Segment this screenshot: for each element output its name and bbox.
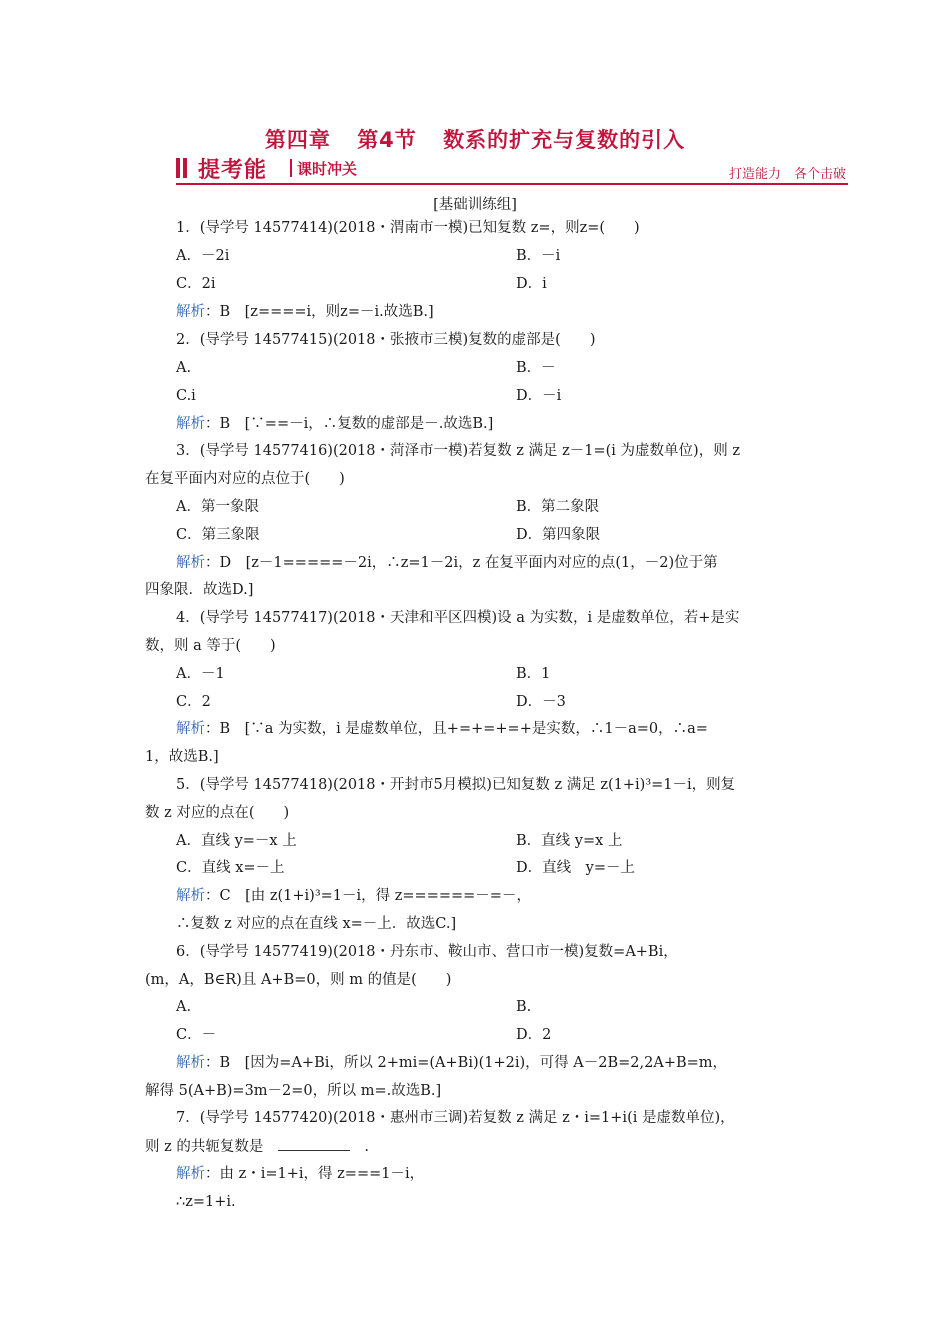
solution-line: 解析：B [∵a 为实数，i 是虚数单位，且+=+=+=+是实数，∴1－a=0，∴a= (176, 721, 708, 737)
solution-line: 解析：由 z・i=1+i，得 z===1－i， (176, 1166, 425, 1182)
option-c: C．第三象限 (176, 527, 260, 543)
solution-label: 解析 (176, 888, 205, 904)
solution-line-cont: 解得 5(A+B)=3m－2=0，所以 m=.故选B.] (145, 1083, 442, 1099)
option-b: B．第二象限 (516, 499, 600, 515)
topic-label: 数系的扩充与复数的引入 (443, 128, 686, 152)
option-b: B．直线 y=x 上 (516, 833, 623, 849)
question-line-cont: 在复平面内对应的点位于( ) (145, 471, 345, 487)
question-line: 4．(导学号 14577417)(2018・天津和平区四模)设 a 为实数，i 是虚数单位，若+是实 (176, 610, 740, 626)
question-line: 2．(导学号 14577415)(2018・张掖市三模)复数的虚部是( ) (176, 332, 596, 348)
solution-line-cont: ∴z=1+i. (176, 1194, 236, 1210)
option-d: D．－3 (516, 694, 566, 710)
question-line: 1．(导学号 14577414)(2018・渭南市一模)已知复数 z=，则z=( ) (176, 220, 640, 236)
solution-line: 解析：B [∵==－i，∴复数的虚部是－.故选B.] (176, 416, 494, 432)
section-label: 第4节 (357, 128, 417, 152)
banner-bars-icon (176, 158, 190, 178)
option-a: A．－2i (176, 248, 230, 264)
option-a: A. (176, 360, 192, 376)
solution-label: 解析 (176, 416, 205, 432)
question-line: 6．(导学号 14577419)(2018・丹东市、鞍山市、营口市一模)复数=A+Bi， (176, 944, 678, 960)
option-a: A．直线 y=－x 上 (176, 833, 297, 849)
solution-line: 解析：D [z－1=====－2i，∴z=1－2i，z 在复平面内对应的点(1，－2)位于第 (176, 555, 718, 571)
option-a: A．第一象限 (176, 499, 259, 515)
brand-label: 提考能 (198, 158, 268, 183)
option-a: A．－1 (176, 666, 225, 682)
option-a: A. (176, 999, 192, 1015)
slogan-label: 打造能力 各个击破 (728, 167, 846, 182)
option-d: D．直线 y=－上 (516, 860, 635, 876)
question-line-cont: (m，A，B∈R)且 A+B=0，则 m 的值是( ) (145, 972, 452, 988)
option-b: B．1 (516, 666, 551, 682)
option-b: B. (516, 999, 532, 1015)
question-line: 3．(导学号 14577416)(2018・菏泽市一模)若复数 z 满足 z－1=(i 为虚数单位)，则 z (176, 443, 740, 459)
group-title: [基础训练组] (433, 197, 517, 213)
option-d: D．2 (516, 1027, 552, 1043)
solution-line: 解析：B [z====i，则z=－i.故选B.] (176, 304, 434, 320)
option-b: B．－ (516, 360, 556, 376)
solution-line-cont: 1，故选B.] (145, 749, 219, 765)
solution-line: 解析：C [由 z(1+i)³=1－i，得 z======－=－， (176, 888, 531, 904)
option-c: C．2 (176, 694, 211, 710)
solution-line-cont: ∴复数 z 对应的点在直线 x=－上．故选C.] (176, 916, 457, 932)
solution-label: 解析 (176, 555, 205, 571)
option-c: C．－ (176, 1027, 217, 1043)
page-title (0, 124, 950, 154)
solution-label: 解析 (176, 304, 205, 320)
section-banner (176, 155, 848, 185)
solution-label: 解析 (176, 1166, 205, 1182)
option-c: C.i (176, 388, 196, 404)
question-line-cont: 则 z 的共轭复数是 . (145, 1136, 369, 1157)
answer-blank (278, 1136, 350, 1151)
subtitle-label: 课时冲关 (297, 160, 358, 178)
banner-rule (176, 183, 848, 185)
solution-label: 解析 (176, 721, 205, 737)
option-c: C．直线 x=－上 (176, 860, 285, 876)
question-line: 5．(导学号 14577418)(2018・开封市5月模拟)已知复数 z 满足 z(1+i)³=1－i，则复 (176, 777, 736, 793)
question-line: 7．(导学号 14577420)(2018・惠州市三调)若复数 z 满足 z・i=1+i(i 是虚数单位)， (176, 1110, 735, 1126)
solution-line: 解析：B [因为=A+Bi，所以 2+mi=(A+Bi)(1+2i)，可得 A－2B=2,2A+B=m， (176, 1055, 728, 1071)
chapter-label: 第四章 (264, 128, 331, 152)
option-b: B．－i (516, 248, 561, 264)
option-d: D．第四象限 (516, 527, 601, 543)
option-d: D．i (516, 276, 547, 292)
solution-label: 解析 (176, 1055, 205, 1071)
question-line-cont: 数，则 a 等于( ) (145, 638, 276, 654)
option-c: C．2i (176, 276, 216, 292)
option-d: D．－i (516, 388, 562, 404)
question-line-cont: 数 z 对应的点在( ) (145, 805, 290, 821)
banner-divider (290, 159, 292, 177)
solution-line-cont: 四象限．故选D.] (145, 582, 254, 598)
